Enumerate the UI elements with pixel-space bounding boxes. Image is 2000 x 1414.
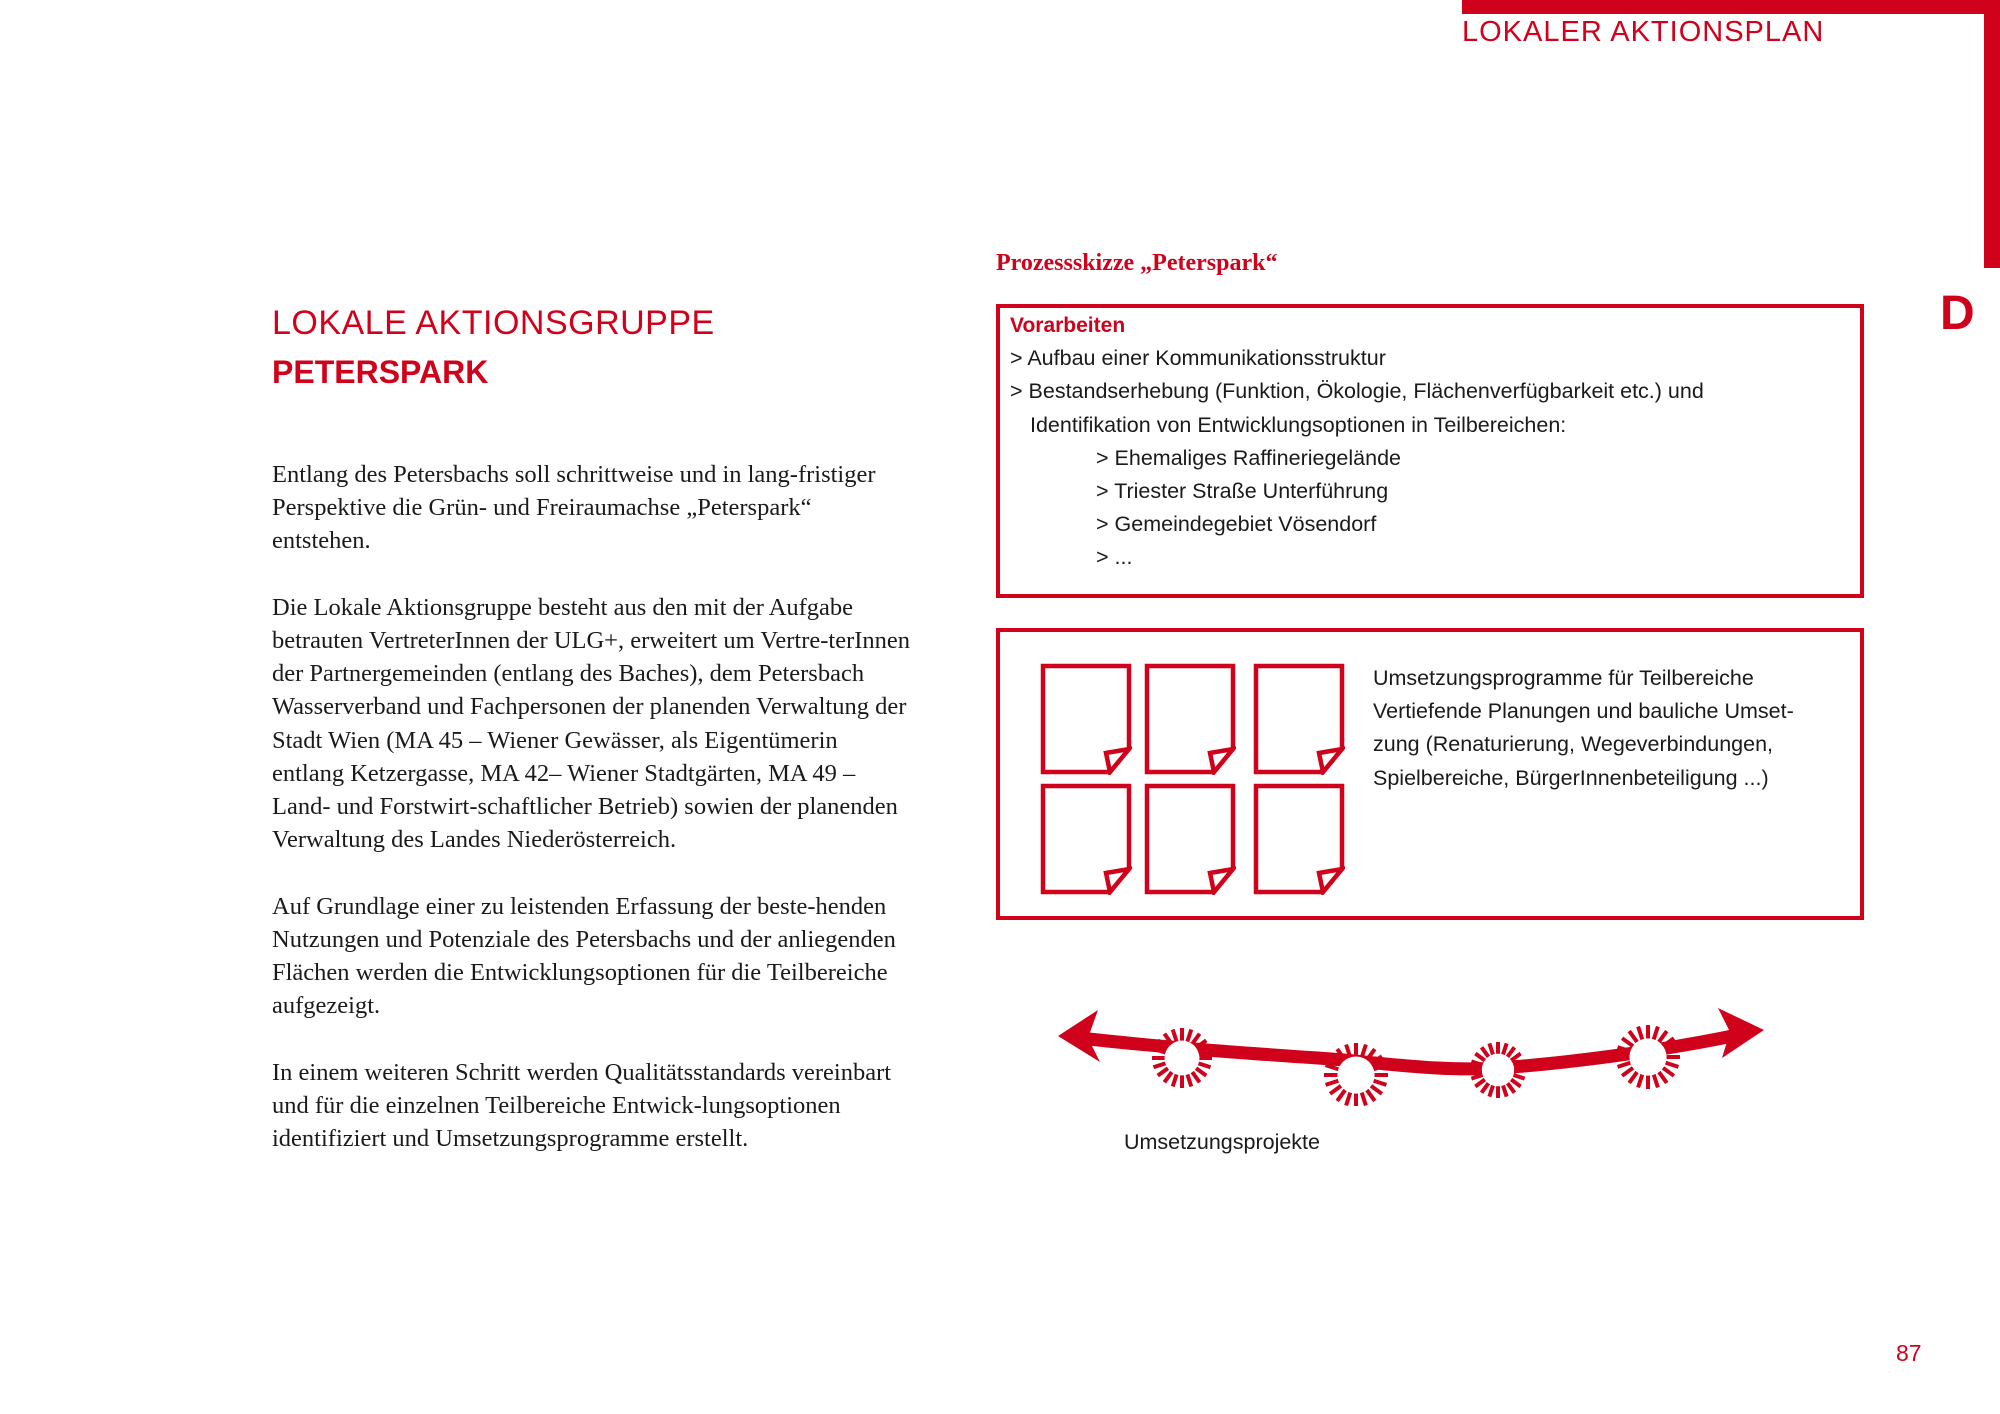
heading-line-1: LOKALE AKTIONSGRUPPE: [272, 304, 715, 342]
paragraph: In einem weiteren Schritt werden Qualitätsstandards vereinbart und für die einzelnen Teilbereiche Entwick-lungsoptionen identifiziert und Umsetzungsprogramme erstellt.: [272, 1058, 892, 1153]
timeline-graphic: [1058, 996, 1778, 1106]
programme-line: Spielbereiche, BürgerInnenbeteiligung ...): [1373, 765, 1769, 790]
vorarbeiten-subitem: > ...: [1096, 545, 1133, 570]
document-icon: [1144, 783, 1236, 895]
programme-line: Umsetzungsprogramme für Teilbereiche: [1373, 666, 1754, 690]
document-icon: [1253, 783, 1345, 895]
vorarbeiten-title: Vorarbeiten: [1010, 314, 1126, 337]
header-accent-bar: [1462, 0, 2000, 14]
sunburst-icon: [1152, 1028, 1212, 1088]
document-icon: [1040, 783, 1132, 895]
heading-line-2: PETERSPARK: [272, 354, 489, 390]
vorarbeiten-text: [1010, 309, 1704, 575]
vorarbeiten-line: Identifikation von Entwicklungsoptionen in Teilbereichen:: [1030, 412, 1567, 437]
programme-text: [1373, 662, 1813, 795]
sunburst-icon: [1324, 1043, 1388, 1106]
sunburst-icon: [1470, 1042, 1526, 1098]
vorarbeiten-line: > Aufbau einer Kommunikationsstruktur: [1010, 346, 1386, 371]
paragraph: Entlang des Petersbachs soll schrittweise und in lang-fristiger Perspektive die Grün- und Freiraumachse „Peterspark“ entstehen.: [272, 461, 876, 555]
diagram-title: Prozessskizze „Peterspark“: [996, 250, 1278, 276]
document-icon: [1040, 663, 1132, 775]
programme-line: zung (Renaturierung, Wegeverbindungen,: [1373, 732, 1774, 757]
paragraph: Die Lokale Aktionsgruppe besteht aus den mit der Aufgabe betrauten VertreterInnen der ULG+, erweitert um Vertre-terInnen der Partnergemeinden (entlang des Baches), dem Petersbach Wasserverband und Fachpersonen der planenden Verwaltung der Stadt Wien (MA 45 – Wiener Gewässer, als Eigentümerin entlang Ketzergasse, MA 42– Wiener Stadtgärten, MA 49 – Land- und Forstwirt-schaftlicher Betrieb) sowien der planenden Verwaltung des Landes Niederösterreich.: [272, 593, 911, 854]
paragraph: Auf Grundlage einer zu leistenden Erfassung der beste-henden Nutzungen und Potenziale des Petersbachs und der anliegenden Flächen werden die Entwicklungsoptionen für die Teilbereiche aufgezeigt.: [272, 892, 896, 1020]
chapter-letter: D: [1940, 287, 1975, 340]
sunburst-icon: [1616, 1025, 1680, 1089]
vorarbeiten-subitem: > Ehemaliges Raffineriegelände: [1096, 445, 1401, 470]
timeline-label: Umsetzungsprojekte: [1124, 1130, 1320, 1154]
document-icon: [1144, 663, 1236, 775]
document-icon: [1253, 663, 1345, 775]
page-number: 87: [1896, 1340, 1922, 1366]
programme-line: Vertiefende Planungen und bauliche Umset-: [1373, 699, 1794, 724]
vorarbeiten-subitem: > Gemeindegebiet Vösendorf: [1096, 512, 1377, 537]
vorarbeiten-subitem: > Triester Straße Unterführung: [1096, 479, 1389, 504]
chapter-tab-bar: [1984, 0, 2000, 268]
body-text: [272, 458, 912, 1188]
vorarbeiten-line: > Bestandserhebung (Funktion, Ökologie, Flächenverfügbarkeit etc.) und: [1010, 379, 1704, 404]
section-title: LOKALER AKTIONSPLAN: [1462, 16, 1825, 48]
